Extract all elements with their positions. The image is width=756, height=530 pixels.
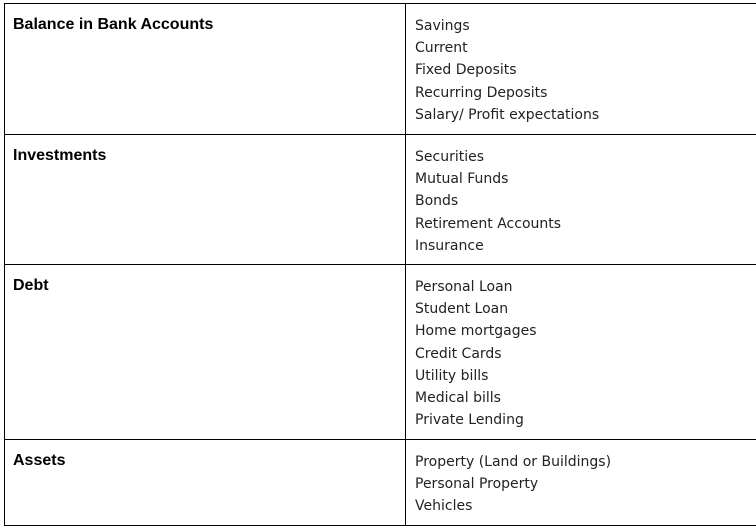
list-item: Credit Cards — [415, 345, 502, 362]
list-item: Fixed Deposits — [415, 62, 517, 79]
table-row — [5, 135, 756, 265]
category-label: Debt — [13, 277, 49, 294]
table-row — [5, 440, 756, 526]
list-item: Private Lending — [415, 412, 524, 429]
list-item: Personal Loan — [415, 279, 513, 295]
list-item: Mutual Funds — [415, 171, 509, 188]
list-item: Medical bills — [415, 390, 501, 407]
items-cell — [406, 265, 756, 440]
list-item: Property (Land or Buildings) — [415, 454, 612, 470]
financial-categories-table — [4, 3, 756, 526]
list-item: Recurring Deposits — [415, 84, 548, 101]
list-item: Current — [415, 40, 468, 57]
category-cell — [5, 265, 406, 440]
list-item: Vehicles — [415, 498, 473, 515]
items-cell — [406, 440, 756, 526]
list-item: Salary/ Profit expectations — [415, 106, 600, 123]
list-item: Personal Property — [415, 476, 539, 493]
list-item: Home mortgages — [415, 323, 537, 340]
list-item: Retirement Accounts — [415, 215, 562, 232]
category-cell — [5, 4, 406, 135]
list-item: Savings — [415, 18, 470, 34]
table-row — [5, 4, 756, 135]
list-item: Bonds — [415, 193, 459, 210]
table-row — [5, 265, 756, 440]
list-item: Insurance — [415, 237, 484, 254]
category-cell — [5, 135, 406, 265]
items-cell — [406, 135, 756, 265]
category-cell — [5, 440, 406, 526]
items-cell — [406, 4, 756, 135]
category-label: Assets — [13, 452, 66, 469]
category-label: Balance in Bank Accounts — [13, 16, 214, 33]
list-item: Student Loan — [415, 301, 509, 318]
list-item: Securities — [415, 149, 485, 165]
category-label: Investments — [13, 147, 107, 164]
list-item: Utility bills — [415, 367, 489, 384]
